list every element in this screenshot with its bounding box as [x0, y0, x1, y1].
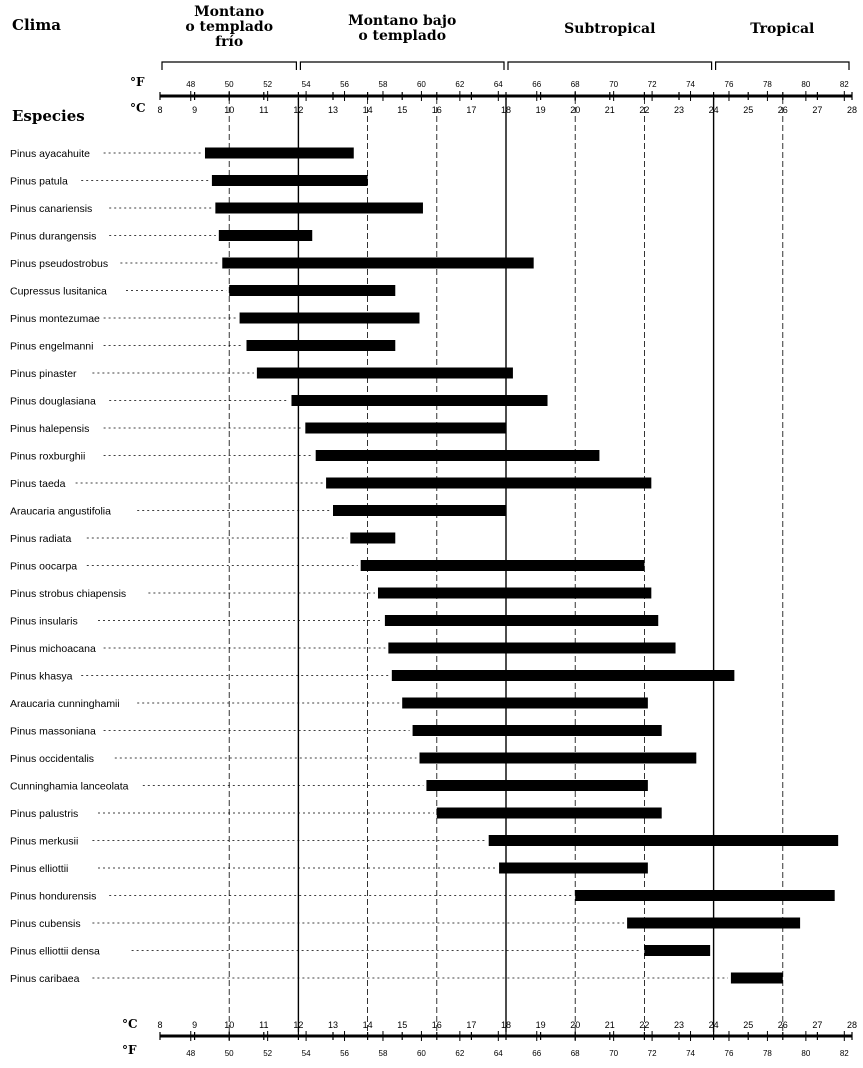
range-bar [222, 258, 533, 269]
c-tick-label: 12 [293, 105, 304, 115]
c-tick-label: 17 [466, 105, 477, 115]
species-row [10, 698, 648, 711]
range-bar [257, 368, 513, 379]
species-row [10, 258, 534, 271]
species-label: Pinus pseudostrobus [10, 258, 109, 270]
f-tick-label: 74 [686, 80, 695, 89]
climate-zone-label: Tropical [750, 21, 815, 37]
range-bar [392, 670, 735, 681]
species-row [10, 285, 395, 298]
c-tick-label: 21 [604, 1020, 615, 1030]
species-label: Pinus insularis [10, 615, 78, 628]
f-tick-label: 76 [724, 80, 734, 89]
species-row [10, 808, 662, 821]
species-label: Pinus montezumae [10, 313, 100, 325]
species-label: Pinus elliottii densa [10, 945, 100, 958]
species-row [10, 890, 835, 903]
range-bar [426, 780, 647, 791]
c-tick-label: 9 [192, 105, 198, 115]
c-tick-label: 25 [743, 1020, 754, 1030]
species-label: Pinus pinaster [10, 368, 77, 380]
f-tick-label: 72 [647, 1049, 657, 1058]
f-tick-label: 78 [762, 80, 772, 89]
c-tick-label: 10 [224, 1020, 235, 1030]
f-tick-label: 66 [532, 1049, 542, 1058]
climate-zone-bracket [716, 62, 849, 70]
f-tick-label: 58 [378, 80, 388, 89]
species-row [10, 753, 696, 766]
range-bar [575, 890, 835, 901]
range-bar [644, 945, 710, 956]
c-axis-unit-bottom: °C [122, 1017, 138, 1031]
range-bar [388, 643, 675, 654]
f-tick-label: 80 [801, 1049, 811, 1058]
f-tick-label: 78 [762, 1049, 772, 1058]
range-bar [385, 615, 658, 626]
climate-zone-bracket [508, 62, 712, 70]
f-tick-label: 50 [224, 80, 234, 89]
f-tick-label: 52 [263, 1049, 273, 1058]
climate-zone-label: Montano bajo [348, 13, 457, 29]
climate-zone-bracket [300, 62, 504, 70]
species-row [10, 863, 648, 876]
f-tick-label: 74 [686, 1049, 695, 1058]
climate-zone-label: o templado [185, 19, 274, 35]
species-label: Cupressus lusitanica [10, 285, 107, 298]
f-tick-label: 68 [570, 80, 580, 89]
range-bar [326, 478, 651, 489]
c-tick-label: 13 [327, 1020, 339, 1030]
species-row [10, 643, 676, 656]
climate-zone-label: Subtropical [564, 21, 656, 37]
c-tick-label: 11 [259, 105, 269, 115]
c-tick-label: 20 [570, 1020, 581, 1030]
c-tick-label: 28 [846, 105, 858, 115]
c-tick-label: 26 [777, 1020, 788, 1030]
range-bar [489, 835, 838, 846]
c-tick-label: 22 [639, 105, 650, 115]
species-label: Pinus michoacana [10, 643, 96, 655]
range-bar [333, 505, 506, 516]
range-bar [378, 588, 651, 599]
species-label: Pinus douglasiana [10, 395, 96, 408]
c-tick-label: 24 [708, 1020, 719, 1030]
c-tick-label: 13 [327, 105, 339, 115]
range-bar [350, 533, 395, 544]
c-tick-label: 27 [812, 1020, 823, 1030]
f-tick-label: 56 [340, 1049, 349, 1058]
species-row [10, 533, 395, 546]
f-axis-unit-bottom: °F [122, 1043, 137, 1057]
species-label: Pinus engelmanni [10, 340, 94, 353]
c-tick-label: 17 [466, 1020, 477, 1030]
c-tick-label: 9 [192, 1020, 198, 1030]
species-label: Pinus oocarpa [10, 560, 78, 573]
f-tick-label: 62 [455, 80, 465, 89]
species-label: Pinus taeda [10, 478, 66, 490]
species-row [10, 368, 513, 381]
range-bar [420, 753, 697, 764]
species-row [10, 340, 395, 353]
species-row [10, 560, 644, 573]
species-row [10, 395, 548, 408]
range-bar [361, 560, 645, 571]
species-label: Pinus canariensis [10, 203, 93, 215]
species-label: Pinus cubensis [10, 918, 81, 930]
c-tick-label: 19 [535, 1020, 546, 1030]
f-tick-label: 82 [839, 80, 849, 89]
climate-zone-bracket [162, 62, 296, 70]
c-tick-label: 26 [777, 105, 788, 115]
c-tick-label: 8 [157, 105, 163, 115]
range-bar [229, 285, 395, 296]
range-bar [291, 395, 547, 406]
range-bar [205, 148, 354, 159]
top-axes [130, 75, 857, 115]
species-row [10, 725, 662, 738]
range-bar [402, 698, 648, 709]
c-tick-label: 16 [431, 1020, 442, 1030]
f-tick-label: 76 [724, 1049, 734, 1058]
species-row [10, 313, 420, 326]
range-bar [627, 918, 800, 929]
species-label: Pinus ayacahuite [10, 148, 90, 160]
c-tick-label: 15 [397, 1020, 408, 1030]
species-row [10, 588, 651, 601]
species-row [10, 973, 783, 986]
climate-zone-label: Montano [194, 4, 265, 20]
species-row [10, 670, 734, 683]
f-tick-label: 58 [378, 1049, 388, 1058]
species-label: Pinus massoniana [10, 725, 96, 738]
f-tick-label: 68 [570, 1049, 580, 1058]
f-tick-label: 70 [609, 1049, 619, 1058]
c-tick-label: 18 [500, 1020, 512, 1030]
species-label: Cunninghamia lanceolata [10, 780, 129, 793]
species-label: Araucaria angustifolia [10, 505, 111, 518]
species-row [10, 505, 506, 518]
clima-label: Clima [12, 16, 61, 34]
range-bar [316, 450, 600, 461]
climate-zone-label: o templado [358, 28, 447, 44]
species-label: Pinus merkusii [10, 835, 79, 848]
range-bar [219, 230, 312, 241]
f-tick-label: 70 [609, 80, 619, 89]
c-tick-label: 10 [224, 105, 235, 115]
species-label: Pinus strobus chiapensis [10, 588, 127, 600]
f-tick-label: 48 [186, 1049, 196, 1058]
f-tick-label: 56 [340, 80, 349, 89]
species-label: Pinus patula [10, 175, 68, 188]
f-tick-label: 54 [301, 80, 311, 89]
species-label: Pinus durangensis [10, 230, 97, 243]
range-bar [731, 973, 783, 984]
bottom-axes [122, 1017, 857, 1058]
c-tick-label: 18 [500, 105, 512, 115]
range-bar [305, 423, 506, 434]
species-row [10, 945, 710, 958]
species-row [10, 148, 354, 161]
c-tick-label: 19 [535, 105, 546, 115]
species-label: Pinus occidentalis [10, 753, 95, 765]
f-axis-unit-top: °F [130, 75, 145, 89]
species-row [10, 615, 658, 628]
c-tick-label: 25 [743, 105, 754, 115]
f-tick-label: 50 [224, 1049, 234, 1058]
range-bar [240, 313, 420, 324]
c-tick-label: 21 [604, 105, 615, 115]
c-tick-label: 23 [673, 1020, 685, 1030]
species-row [10, 918, 800, 931]
c-tick-label: 20 [570, 105, 581, 115]
c-tick-label: 24 [708, 105, 719, 115]
species-row [10, 203, 423, 216]
f-tick-label: 48 [186, 80, 196, 89]
f-tick-label: 60 [416, 80, 426, 89]
range-bar [437, 808, 662, 819]
c-tick-label: 14 [362, 105, 373, 115]
range-bar [247, 340, 396, 351]
f-tick-label: 62 [455, 1049, 465, 1058]
c-tick-label: 12 [293, 1020, 304, 1030]
species-label: Pinus halepensis [10, 423, 90, 435]
species-row [10, 478, 651, 491]
species-label: Pinus hondurensis [10, 890, 97, 903]
species-label: Pinus roxburghii [10, 450, 86, 463]
species-row [10, 835, 838, 848]
c-tick-label: 16 [431, 105, 442, 115]
c-tick-label: 15 [397, 105, 408, 115]
c-tick-label: 27 [812, 105, 823, 115]
range-bar [212, 175, 368, 186]
f-tick-label: 82 [839, 1049, 849, 1058]
range-bar [413, 725, 662, 736]
c-tick-label: 11 [259, 1020, 269, 1030]
c-axis-unit-top: °C [130, 101, 146, 115]
species-row [10, 423, 506, 436]
species-row [10, 450, 599, 463]
species-label: Pinus radiata [10, 533, 72, 545]
especies-label: Especies [12, 107, 85, 125]
range-bar [499, 863, 648, 874]
f-tick-label: 64 [493, 80, 503, 89]
f-tick-label: 72 [647, 80, 657, 89]
range-bar [215, 203, 423, 214]
f-tick-label: 80 [801, 80, 811, 89]
species-row [10, 780, 648, 793]
species-label: Pinus caribaea [10, 973, 80, 985]
f-tick-label: 60 [416, 1049, 426, 1058]
c-tick-label: 22 [639, 1020, 650, 1030]
f-tick-label: 64 [493, 1049, 503, 1058]
species-label: Pinus palustris [10, 808, 79, 820]
f-tick-label: 54 [301, 1049, 311, 1058]
f-tick-label: 66 [532, 80, 542, 89]
species-label: Pinus khasya [10, 670, 73, 683]
c-tick-label: 28 [846, 1020, 858, 1030]
species-row [10, 230, 312, 243]
c-tick-label: 23 [673, 105, 685, 115]
climate-zone-label: frío [215, 34, 244, 50]
species-label: Araucaria cunninghamii [10, 698, 120, 710]
species-row [10, 175, 368, 188]
c-tick-label: 8 [157, 1020, 163, 1030]
f-tick-label: 52 [263, 80, 273, 89]
c-tick-label: 14 [362, 1020, 373, 1030]
species-label: Pinus elliottii [10, 863, 69, 875]
climate-zone-headers [162, 4, 849, 70]
